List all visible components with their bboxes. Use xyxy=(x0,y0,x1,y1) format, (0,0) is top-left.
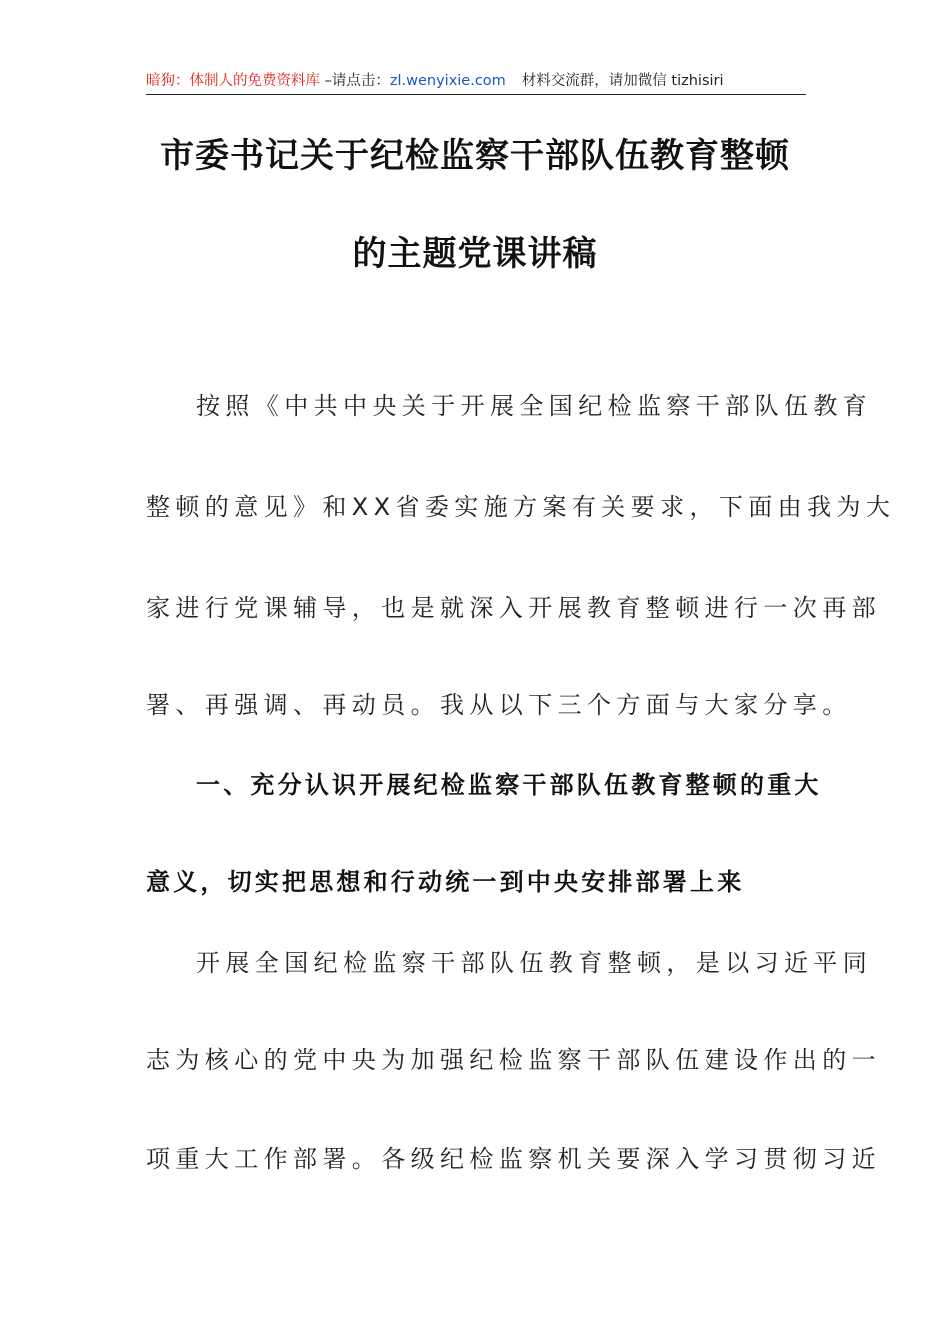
paragraph-1-line-1: 按照《中共中央关于开展全国纪检监察干部队伍教育 xyxy=(196,392,873,420)
header-prompt: –请点击： xyxy=(320,73,390,89)
page-header xyxy=(146,68,806,95)
document-title-line-2: 的主题党课讲稿 xyxy=(352,234,598,274)
document-title-line-1: 市委书记关于纪检监察干部队伍教育整顿 xyxy=(160,136,790,176)
paragraph-1-line-3: 家进行党课辅导，也是就深入开展教育整顿进行一次再部 xyxy=(146,594,881,622)
paragraph-1-line-2: 整顿的意见》和XX省委实施方案有关要求，下面由我为大 xyxy=(146,493,896,521)
paragraph-1-line-4: 署、再强调、再动员。我从以下三个方面与大家分享。 xyxy=(146,691,852,719)
header-contact: 材料交流群，请加微信 tizhisiri xyxy=(521,73,724,89)
paragraph-2-line-1: 开展全国纪检监察干部队伍教育整顿，是以习近平同 xyxy=(196,949,873,977)
header-brand: 暗狗：体制人的免费资料库 xyxy=(146,73,320,89)
section-heading-1-line-2: 意义，切实把思想和行动统一到中央安排部署上来 xyxy=(146,868,745,896)
header-link[interactable]: zl.wenyixie.com xyxy=(389,73,506,89)
paragraph-2-line-3: 项重大工作部署。各级纪检监察机关要深入学习贯彻习近 xyxy=(146,1145,881,1173)
section-heading-1-line-1: 一、充分认识开展纪检监察干部队伍教育整顿的重大 xyxy=(196,771,822,799)
paragraph-2-line-2: 志为核心的党中央为加强纪检监察干部队伍建设作出的一 xyxy=(146,1046,881,1074)
